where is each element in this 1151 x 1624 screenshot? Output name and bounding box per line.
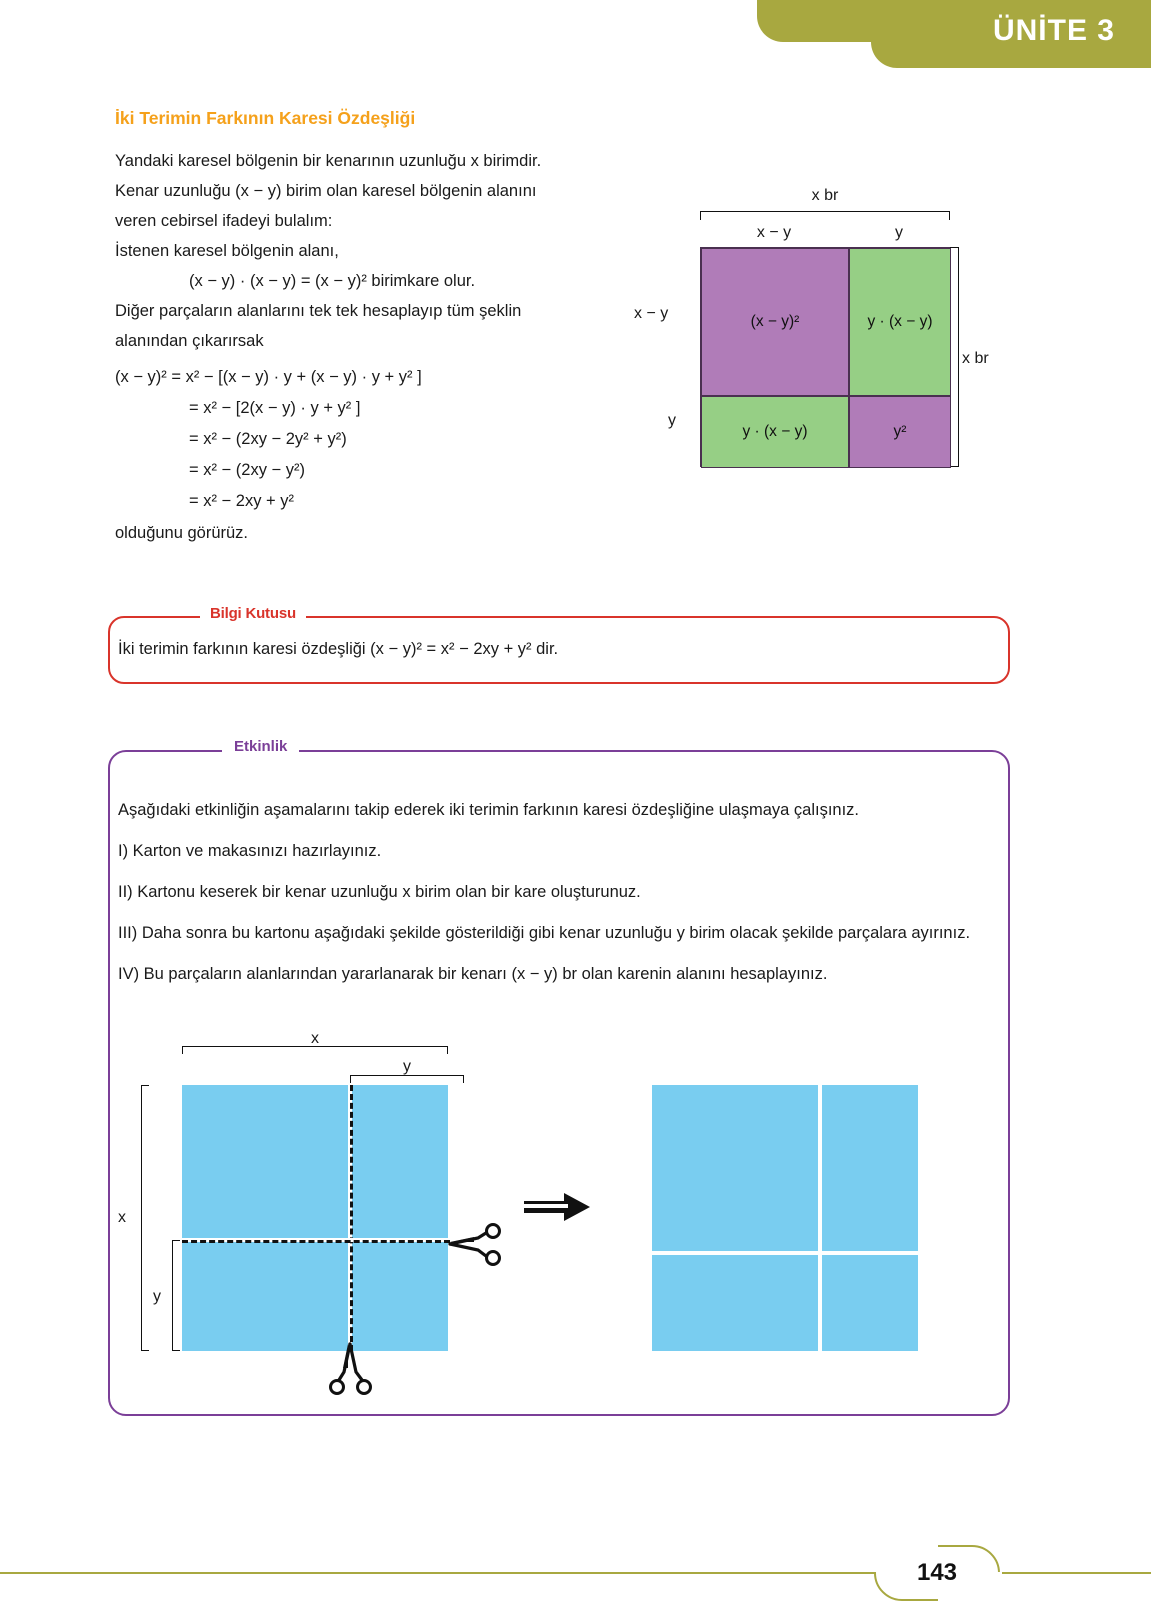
square-figure-top-dimension-rule [700, 211, 950, 220]
square-cell-top-right: y · (x − y) [849, 248, 951, 396]
section-heading: İki Terimin Farkının Karesi Özdeşliği [115, 108, 416, 128]
info-box-text: İki terimin farkının karesi özdeşliği (x − y)² = x² − 2xy + y² dir. [118, 640, 559, 658]
intro-line-4: İstenen karesel bölgenin alanı, [115, 242, 339, 260]
equation-line-5: = x² − 2xy + y² [189, 492, 294, 510]
bottom-figure-x-height-label: x [118, 1209, 126, 1226]
scissors-icon-vertical [328, 1342, 374, 1398]
bottom-figure-right-square [652, 1085, 918, 1351]
footer-rule-right [998, 1572, 1151, 1574]
scissors-icon-horizontal [448, 1222, 504, 1268]
square-cell-top-left: (x − y)² [701, 248, 849, 396]
bottom-figure-y-width-rule [350, 1075, 464, 1083]
intro-paragraph [115, 146, 635, 356]
intro-line-2: Kenar uzunluğu (x − y) birim olan karesel bölgenin alanını [115, 182, 537, 200]
square-figure-top-right-label: y [895, 224, 903, 241]
intro-line-1: Yandaki karesel bölgenin bir kenarının uzunluğu x birimdir. [115, 152, 542, 170]
right-tile-bottom-right [822, 1255, 918, 1351]
activity-step-3: III) Daha sonra bu kartonu aşağıdaki şekilde gösterildiği gibi kenar uzunluğu y birim olacak şekilde parçalara ayırınız. [118, 924, 971, 942]
square-figure-left-bottom-label: y [668, 412, 676, 429]
square-figure-top-dimension-label: x br [811, 187, 839, 204]
bottom-figure-x-height-rule [141, 1085, 149, 1351]
square-figure-right-dimension-label: x br [962, 350, 989, 367]
right-tile-bottom-left [652, 1255, 818, 1351]
activity-step-1: I) Karton ve makasınızı hazırlayınız. [118, 842, 382, 860]
equation-line-4: = x² − (2xy − y²) [189, 461, 305, 479]
activity-box-title: Etkinlik [222, 738, 299, 755]
bottom-figure-left-square [182, 1085, 448, 1351]
footer-rule-left [0, 1572, 876, 1574]
cut-line-horizontal-dashed [182, 1240, 450, 1243]
square-figure-top-left-label: x − y [756, 224, 792, 241]
bottom-figure-y-height-rule [172, 1240, 180, 1351]
activity-box-text [118, 790, 1000, 995]
right-tile-top-left [652, 1085, 818, 1251]
activity-step-4: IV) Bu parçaların alanlarından yararlanarak bir kenarı (x − y) br olan karenin alanını hesaplayınız. [118, 965, 828, 983]
square-cell-bottom-right: y² [849, 396, 951, 468]
right-tile-top-right [822, 1085, 918, 1251]
square-decomposition-diagram [700, 247, 950, 467]
unit-title: ÜNİTE 3 [992, 14, 1115, 47]
info-box-title: Bilgi Kutusu [200, 605, 306, 622]
derivation-closing-line: olduğunu görürüz. [115, 524, 249, 542]
bottom-figure-y-width-label: y [403, 1058, 411, 1075]
equation-line-1: (x − y)² = x² − [(x − y) · y + (x − y) · y + y² ] [115, 368, 422, 386]
activity-intro: Aşağıdaki etkinliğin aşamalarını takip ederek iki terimin farkının karesi özdeşliğine ulaşmaya çalışınız. [118, 801, 860, 819]
intro-line-6: Diğer parçaların alanlarını tek tek hesaplayıp tüm şeklin [115, 302, 522, 320]
intro-line-5-equation: (x − y) · (x − y) = (x − y)² birimkare olur. [189, 272, 476, 290]
page-number: 143 [916, 1559, 958, 1586]
equation-line-3: = x² − (2xy − 2y² + y²) [189, 430, 347, 448]
derivation-equations [115, 362, 422, 517]
intro-line-7: alanından çıkarırsak [115, 332, 264, 350]
transform-arrow-icon [522, 1185, 594, 1229]
square-figure-right-dimension-rule [950, 247, 959, 467]
bottom-figure-y-height-label: y [153, 1288, 161, 1305]
intro-line-3: veren cebirsel ifadeyi bulalım: [115, 212, 333, 230]
bottom-figure-x-width-label: x [311, 1030, 319, 1047]
equation-line-2: = x² − [2(x − y) · y + y² ] [189, 399, 361, 417]
square-cell-bottom-left: y · (x − y) [701, 396, 849, 468]
cut-line-vertical-dashed [350, 1085, 353, 1351]
activity-step-2: II) Kartonu keserek bir kenar uzunluğu x birim olan bir kare oluşturunuz. [118, 883, 641, 901]
square-figure-left-top-label: x − y [634, 305, 669, 322]
